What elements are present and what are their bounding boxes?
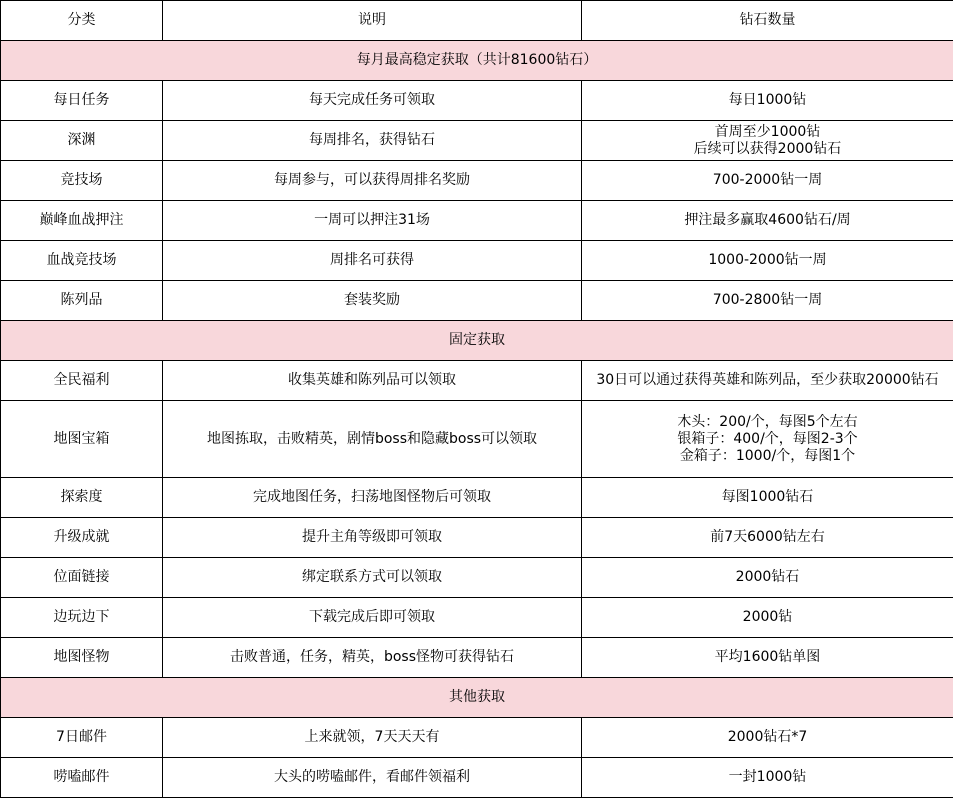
description-cell: 每周排名，获得钻石 [163, 121, 582, 161]
table-row [1, 558, 953, 598]
table-row [1, 518, 953, 558]
table-row [1, 478, 953, 518]
section-title: 每月最高稳定获取（共计81600钻石） [1, 41, 953, 81]
amount-line: 2000钻石*7 [582, 729, 953, 746]
amount-line: 30日可以通过获得英雄和陈列品，至少获取20000钻石 [582, 372, 953, 389]
amount-cell [582, 758, 953, 798]
category-cell: 地图宝箱 [1, 401, 163, 478]
amount-line: 金箱子：1000/个，每图1个 [582, 448, 953, 465]
section-title: 固定获取 [1, 321, 953, 361]
section-header-row [1, 41, 953, 81]
description-cell: 上来就领，7天天天有 [163, 718, 582, 758]
description-cell: 绑定联系方式可以领取 [163, 558, 582, 598]
table-row [1, 161, 953, 201]
description-cell: 大头的唠嗑邮件，看邮件领福利 [163, 758, 582, 798]
description-cell: 下载完成后即可领取 [163, 598, 582, 638]
amount-cell [582, 558, 953, 598]
category-cell: 升级成就 [1, 518, 163, 558]
amount-cell [582, 638, 953, 678]
description-cell: 每天完成任务可领取 [163, 81, 582, 121]
amount-line: 前7天6000钻左右 [582, 529, 953, 546]
amount-line: 每日1000钻 [582, 92, 953, 109]
amount-cell [582, 718, 953, 758]
table-row [1, 758, 953, 798]
section-title: 其他获取 [1, 678, 953, 718]
table-row [1, 638, 953, 678]
amount-line: 1000-2000钻一周 [582, 252, 953, 269]
amount-line: 银箱子：400/个，每图2-3个 [582, 431, 953, 448]
amount-cell [582, 518, 953, 558]
amount-line: 押注最多赢取4600钻石/周 [582, 212, 953, 229]
table-row [1, 361, 953, 401]
description-cell: 套装奖励 [163, 281, 582, 321]
category-cell: 7日邮件 [1, 718, 163, 758]
category-cell: 位面链接 [1, 558, 163, 598]
category-cell: 每日任务 [1, 81, 163, 121]
amount-cell [582, 81, 953, 121]
section-header-row [1, 321, 953, 361]
header-category: 分类 [1, 1, 163, 41]
amount-line: 2000钻石 [582, 569, 953, 586]
amount-cell [582, 241, 953, 281]
amount-line: 首周至少1000钻 [582, 124, 953, 141]
header-row [1, 1, 953, 41]
amount-cell [582, 478, 953, 518]
amount-cell [582, 161, 953, 201]
description-cell: 提升主角等级即可领取 [163, 518, 582, 558]
amount-cell [582, 598, 953, 638]
amount-line: 平均1600钻单图 [582, 649, 953, 666]
amount-line: 2000钻 [582, 609, 953, 626]
description-cell: 周排名可获得 [163, 241, 582, 281]
amount-line: 700-2000钻一周 [582, 172, 953, 189]
category-cell: 巅峰血战押注 [1, 201, 163, 241]
category-cell: 竞技场 [1, 161, 163, 201]
category-cell: 探索度 [1, 478, 163, 518]
category-cell: 深渊 [1, 121, 163, 161]
amount-line: 后续可以获得2000钻石 [582, 141, 953, 158]
category-cell: 血战竞技场 [1, 241, 163, 281]
table-body [1, 1, 953, 798]
amount-line: 一封1000钻 [582, 769, 953, 786]
amount-cell [582, 401, 953, 478]
description-cell: 每周参与，可以获得周排名奖励 [163, 161, 582, 201]
table-row [1, 718, 953, 758]
table-row [1, 81, 953, 121]
amount-line: 木头：200/个，每图5个左右 [582, 414, 953, 431]
amount-cell [582, 121, 953, 161]
description-cell: 收集英雄和陈列品可以领取 [163, 361, 582, 401]
table-row [1, 241, 953, 281]
amount-cell [582, 361, 953, 401]
header-amount: 钻石数量 [582, 1, 953, 41]
header-description: 说明 [163, 1, 582, 41]
description-cell: 一周可以押注31场 [163, 201, 582, 241]
amount-line: 700-2800钻一周 [582, 292, 953, 309]
category-cell: 陈列品 [1, 281, 163, 321]
category-cell: 唠嗑邮件 [1, 758, 163, 798]
description-cell: 击败普通，任务，精英，boss怪物可获得钻石 [163, 638, 582, 678]
table-row [1, 281, 953, 321]
amount-line: 每图1000钻石 [582, 489, 953, 506]
section-header-row [1, 678, 953, 718]
category-cell: 地图怪物 [1, 638, 163, 678]
table-row [1, 121, 953, 161]
category-cell: 边玩边下 [1, 598, 163, 638]
amount-cell [582, 281, 953, 321]
table-row [1, 201, 953, 241]
description-cell: 地图拣取，击败精英，剧情boss和隐藏boss可以领取 [163, 401, 582, 478]
table-row [1, 598, 953, 638]
table-row [1, 401, 953, 478]
category-cell: 全民福利 [1, 361, 163, 401]
amount-cell [582, 201, 953, 241]
description-cell: 完成地图任务，扫荡地图怪物后可领取 [163, 478, 582, 518]
